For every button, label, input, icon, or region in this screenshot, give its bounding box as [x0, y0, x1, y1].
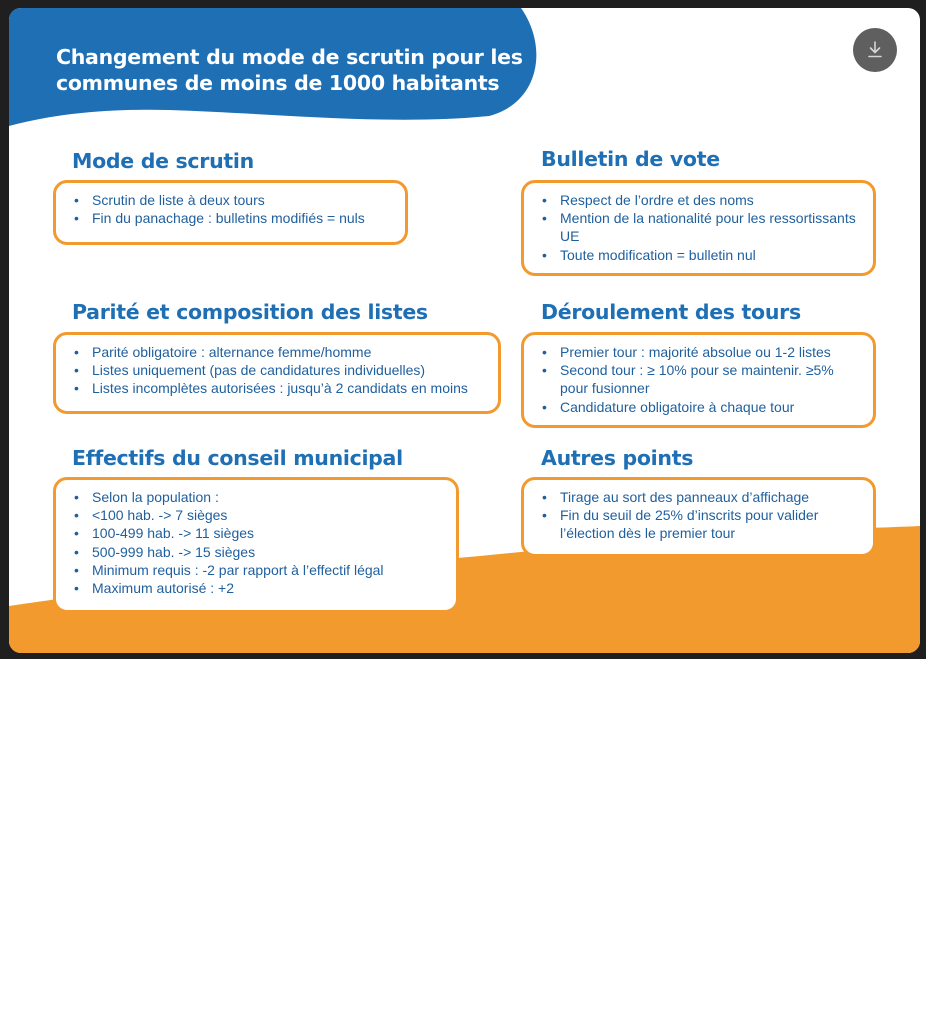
bullet-dot-icon: •	[74, 362, 79, 379]
bullet-text: Fin du panachage : bulletins modifiés = nuls	[92, 210, 365, 227]
bullet-dot-icon: •	[74, 489, 79, 505]
section-box-mode	[53, 180, 408, 245]
bullet-item	[540, 506, 863, 542]
bullet-dot-icon: •	[74, 192, 79, 208]
bullet-text: 500-999 hab. -> 15 sièges	[92, 543, 256, 560]
section-heading-effectifs: Effectifs du conseil municipal	[72, 446, 403, 470]
bullet-text: Listes uniquement (pas de candidatures individuelles)	[92, 362, 426, 379]
section-box-effectifs	[53, 477, 459, 613]
bullet-dot-icon: •	[542, 210, 547, 227]
section-heading-autres: Autres points	[541, 446, 694, 470]
bullet-dot-icon: •	[542, 362, 547, 379]
bullet-dot-icon: •	[74, 561, 79, 578]
bullet-text: Premier tour : majorité absolue ou 1-2 listes	[560, 344, 831, 360]
bullet-item	[72, 561, 446, 579]
download-button[interactable]	[853, 28, 897, 72]
bullet-item	[72, 191, 395, 209]
bullet-item	[72, 506, 446, 524]
bullet-item	[72, 579, 446, 597]
section-heading-bulletin: Bulletin de vote	[541, 147, 720, 171]
bullet-dot-icon: •	[542, 398, 547, 415]
bullet-dot-icon: •	[542, 192, 547, 208]
section-heading-deroulement: Déroulement des tours	[541, 300, 801, 324]
bullet-dot-icon: •	[542, 344, 547, 360]
bullet-dot-icon: •	[542, 489, 547, 505]
bullet-item	[540, 361, 863, 397]
bullet-item	[72, 379, 488, 397]
bullet-item	[540, 191, 863, 209]
bullet-text: 100-499 hab. -> 11 sièges	[92, 525, 255, 542]
bullet-text: Listes incomplètes autorisées : jusqu’à 2 candidats en moins	[92, 380, 468, 397]
page-title: Changement du mode de scrutin pour les communes de moins de 1000 habitants	[56, 45, 523, 95]
bullet-dot-icon: •	[74, 580, 79, 597]
bullet-text: <100 hab. -> 7 sièges	[92, 507, 228, 524]
bullet-text: Minimum requis : -2 par rapport à l’effectif légal	[92, 561, 384, 578]
section-heading-parite: Parité et composition des listes	[72, 300, 428, 324]
bullet-item	[72, 209, 395, 227]
bullet-item	[540, 209, 863, 245]
bullet-dot-icon: •	[74, 525, 79, 542]
bullet-text: Selon la population :	[92, 489, 219, 505]
bullet-dot-icon: •	[542, 246, 547, 263]
bullet-text: Respect de l’ordre et des noms	[560, 192, 754, 208]
bullet-item	[540, 343, 863, 361]
bullet-dot-icon: •	[74, 543, 79, 560]
bullet-item	[540, 398, 863, 416]
bullet-item	[72, 488, 446, 506]
bullet-item	[72, 343, 488, 361]
bullet-dot-icon: •	[74, 380, 79, 397]
bullet-text: Fin du seuil de 25% d’inscrits pour valider l’élection dès le premier tour	[560, 507, 819, 542]
bullet-text: Second tour : ≥ 10% pour se maintenir. ≥5% pour fusionner	[560, 362, 834, 397]
section-box-bulletin	[521, 180, 876, 276]
download-icon	[867, 41, 883, 59]
section-box-autres	[521, 477, 876, 557]
bullet-text: Maximum autorisé : +2	[92, 580, 234, 597]
section-box-deroulement	[521, 332, 876, 428]
bullet-text: Candidature obligatoire à chaque tour	[560, 398, 795, 415]
bullet-item	[72, 543, 446, 561]
bullet-item	[72, 361, 488, 379]
bullet-item	[72, 524, 446, 542]
bullet-text: Mention de la nationalité pour les ressortissants UE	[560, 210, 856, 245]
section-heading-mode: Mode de scrutin	[72, 149, 254, 173]
bullet-text: Parité obligatoire : alternance femme/homme	[92, 344, 372, 360]
bullet-dot-icon: •	[74, 507, 79, 524]
bullet-dot-icon: •	[542, 507, 547, 524]
bullet-item	[540, 488, 863, 506]
bullet-dot-icon: •	[74, 210, 79, 227]
section-box-parite	[53, 332, 501, 414]
bullet-text: Toute modification = bulletin nul	[560, 246, 756, 263]
bullet-text: Tirage au sort des panneaux d’affichage	[560, 489, 810, 505]
bullet-item	[540, 246, 863, 264]
bullet-text: Scrutin de liste à deux tours	[92, 192, 265, 208]
infographic-card	[9, 8, 920, 653]
bullet-dot-icon: •	[74, 344, 79, 360]
